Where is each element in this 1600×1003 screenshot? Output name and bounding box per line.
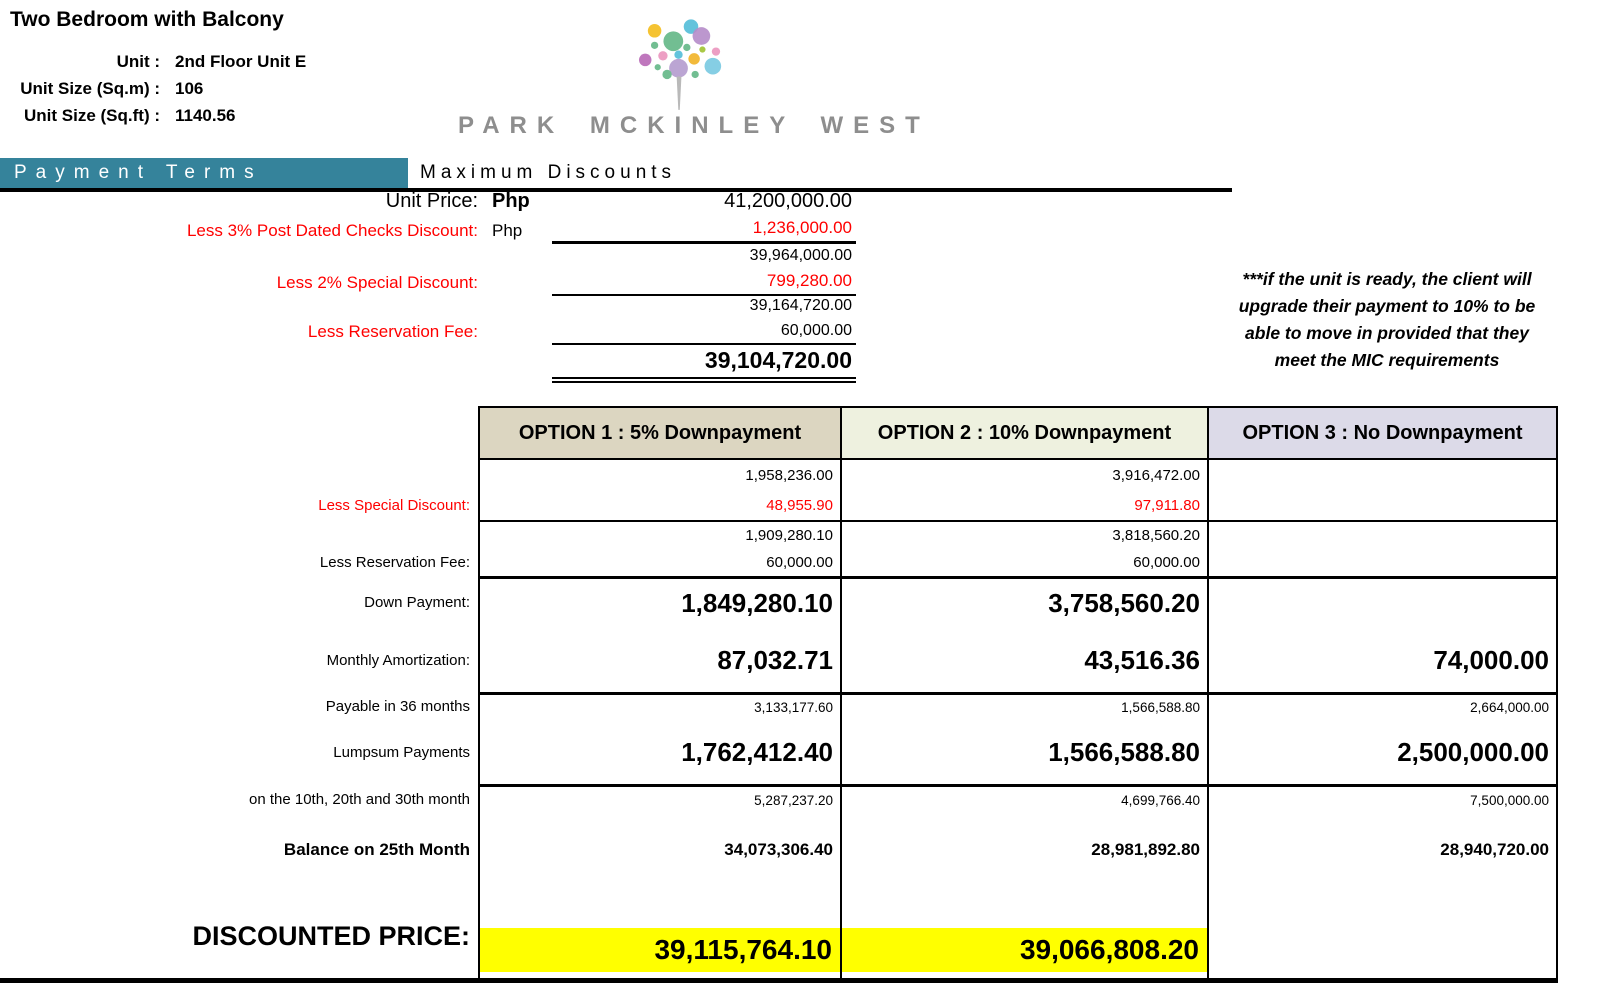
row-label: Down Payment: xyxy=(364,593,470,611)
net-price-row xyxy=(0,345,860,383)
cell-value: 3,133,177.60 xyxy=(478,692,840,720)
option3-header: OPTION 3 : No Downpayment xyxy=(1207,406,1558,460)
price-breakdown xyxy=(0,190,860,383)
cell-value: 4,699,766.40 xyxy=(840,784,1207,814)
subtotal-row xyxy=(0,296,860,318)
logo xyxy=(458,10,930,140)
option1-header: OPTION 1 : 5% Downpayment xyxy=(478,406,840,460)
discounted-price-cell xyxy=(840,886,1207,978)
row-label: on the 10th, 20th and 30th month xyxy=(248,790,470,808)
cell-value: 1,566,588.80 xyxy=(840,720,1207,784)
table-row-monthly-amortization xyxy=(0,628,1558,692)
table-row-discounted-price xyxy=(0,886,1558,978)
cell-value: 2,664,000.00 xyxy=(1207,692,1558,720)
unit-field-value: 106 xyxy=(175,79,204,98)
cell-value: 34,073,306.40 xyxy=(478,814,840,886)
special-discount-label: Less 2% Special Discount: xyxy=(276,273,478,292)
unit-price-row xyxy=(0,190,860,216)
table-row-lumpsum-payments xyxy=(0,720,1558,784)
table-row-balance-25th xyxy=(0,814,1558,886)
cell-value: 48,955.90 xyxy=(478,490,840,520)
currency-label: Php xyxy=(492,190,530,212)
row-label: Less Reservation Fee: xyxy=(319,553,470,571)
unit-price-label: Unit Price: xyxy=(385,190,478,212)
discounted-price-highlight: 39,115,764.10 xyxy=(480,928,840,972)
cell-value: 1,958,236.00 xyxy=(478,460,840,490)
unit-field-row xyxy=(10,102,306,129)
cell-value: 43,516.36 xyxy=(840,628,1207,692)
cell-value: 60,000.00 xyxy=(478,548,840,576)
table-bottom-rule xyxy=(0,978,1558,983)
pdc-discount-label: Less 3% Post Dated Checks Discount: xyxy=(186,221,478,240)
note-line: able to move in provided that they xyxy=(1245,323,1529,343)
readiness-note xyxy=(1213,266,1561,374)
reservation-fee-amount: 60,000.00 xyxy=(552,318,856,345)
unit-price-amount: 41,200,000.00 xyxy=(724,190,852,212)
discounted-price-cell xyxy=(1207,886,1558,978)
table-row-lumpsum-schedule xyxy=(0,784,1558,814)
option2-header: OPTION 2 : 10% Downpayment xyxy=(840,406,1207,460)
logo-wordmark: PARK MCKINLEY WEST xyxy=(458,112,930,139)
cell-value xyxy=(1207,460,1558,490)
row-label: Balance on 25th Month xyxy=(283,840,470,859)
subtotal-after-special: 39,164,720.00 xyxy=(749,297,852,314)
discounted-price-cell xyxy=(478,886,840,978)
cell-value: 87,032.71 xyxy=(478,628,840,692)
note-line: upgrade their payment to 10% to be xyxy=(1238,296,1536,316)
row-label: DISCOUNTED PRICE: xyxy=(192,921,470,951)
note-line: meet the MIC requirements xyxy=(1274,350,1500,370)
cell-value: 1,566,588.80 xyxy=(840,692,1207,720)
cell-value: 97,911.80 xyxy=(840,490,1207,520)
cell-value xyxy=(1207,548,1558,576)
cell-value: 60,000.00 xyxy=(840,548,1207,576)
row-label: Lumpsum Payments xyxy=(333,743,470,761)
cell-value: 28,981,892.80 xyxy=(840,814,1207,886)
cell-value: 28,940,720.00 xyxy=(1207,814,1558,886)
table-row-down-payment xyxy=(0,576,1558,628)
pdc-discount-amount: 1,236,000.00 xyxy=(552,216,856,244)
table-row-special-discount xyxy=(0,490,1558,520)
pdc-discount-row xyxy=(0,216,860,244)
cell-value: 74,000.00 xyxy=(1207,628,1558,692)
cell-value: 3,818,560.20 xyxy=(840,520,1207,548)
unit-type-title: Two Bedroom with Balcony xyxy=(10,8,284,31)
cell-value: 1,849,280.10 xyxy=(478,576,840,628)
cell-value: 3,916,472.00 xyxy=(840,460,1207,490)
subtotal-after-pdc: 39,964,000.00 xyxy=(749,247,852,264)
unit-field-label: Unit : xyxy=(116,52,160,71)
currency-label: Php xyxy=(492,221,523,240)
table-row-payable-36 xyxy=(0,692,1558,720)
special-discount-amount: 799,280.00 xyxy=(552,268,856,296)
unit-field-row xyxy=(10,48,306,75)
row-label: Monthly Amortization: xyxy=(326,651,470,669)
maximum-discounts-header: Maximum Discounts xyxy=(420,162,677,183)
unit-field-label: Unit Size (Sq.m) : xyxy=(20,79,160,98)
special-discount-row xyxy=(0,268,860,296)
cell-value: 1,909,280.10 xyxy=(478,520,840,548)
subtotal-row xyxy=(0,244,860,268)
reservation-fee-label: Less Reservation Fee: xyxy=(307,322,478,341)
table-header-row xyxy=(0,406,1558,460)
section-header-bar xyxy=(0,158,1232,192)
row-label xyxy=(0,460,478,490)
unit-info xyxy=(10,8,306,129)
table-row-gross-downpayment xyxy=(0,460,1558,490)
unit-field-row xyxy=(10,75,306,102)
note-line: ***if the unit is ready, the client will xyxy=(1242,269,1532,289)
payment-options-table xyxy=(0,406,1558,983)
cell-value xyxy=(1207,520,1558,548)
row-label: Payable in 36 months xyxy=(325,697,470,715)
unit-field-value: 2nd Floor Unit E xyxy=(175,52,307,71)
row-label xyxy=(0,520,478,548)
cell-value: 2,500,000.00 xyxy=(1207,720,1558,784)
cell-value: 1,762,412.40 xyxy=(478,720,840,784)
cell-value xyxy=(1207,490,1558,520)
net-price-amount: 39,104,720.00 xyxy=(552,345,856,383)
unit-field-value: 1140.56 xyxy=(175,106,236,125)
cell-value xyxy=(1207,576,1558,628)
payment-terms-header: Payment Terms xyxy=(0,158,408,188)
reservation-fee-row xyxy=(0,318,860,345)
cell-value: 7,500,000.00 xyxy=(1207,784,1558,814)
unit-field-label: Unit Size (Sq.ft) : xyxy=(24,106,160,125)
logo-tree-icon xyxy=(596,10,786,114)
discounted-price-highlight: 39,066,808.20 xyxy=(842,928,1207,972)
cell-value: 5,287,237.20 xyxy=(478,784,840,814)
table-row-reservation-fee xyxy=(0,548,1558,576)
table-row-net-downpayment xyxy=(0,520,1558,548)
row-label: Less Special Discount: xyxy=(318,496,470,514)
cell-value: 3,758,560.20 xyxy=(840,576,1207,628)
